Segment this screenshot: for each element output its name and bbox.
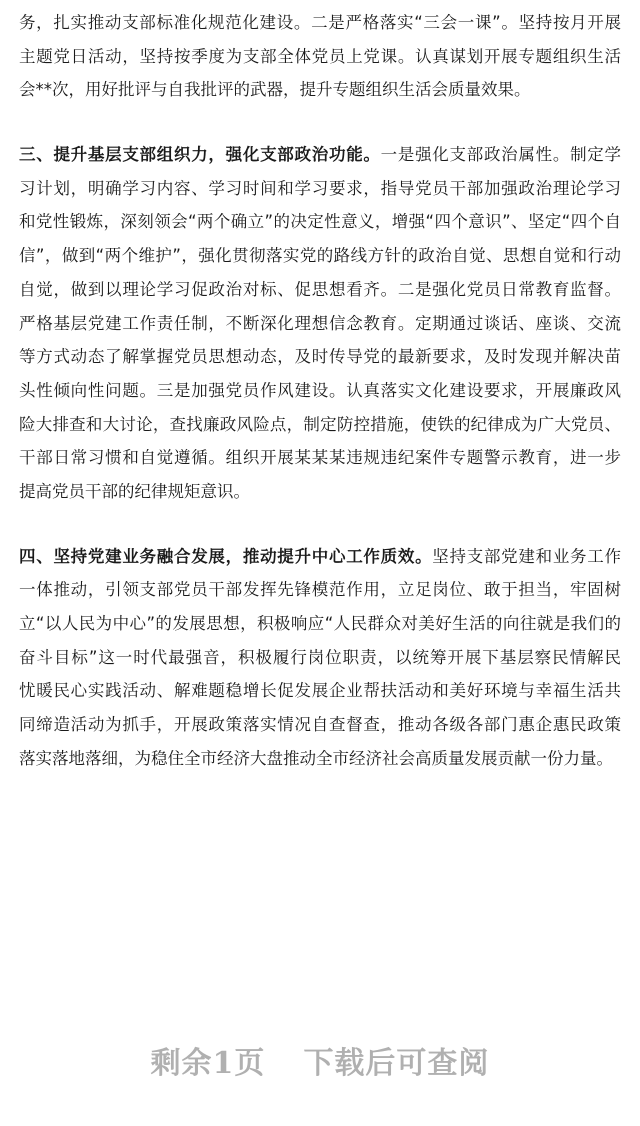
text-line: 落实落地落细，为稳住全市经济大盘推动全市经济社会高质量发展贡献一份力量。 — [19, 748, 613, 768]
text-line: 会**次，用好批评与自我批评的武器，提升专题组织生活会质量效果。 — [19, 80, 531, 100]
text-run: 坚持支部党建和业务工作 — [432, 546, 621, 566]
document-body — [19, 0, 621, 775]
section-4 — [19, 540, 621, 776]
text-line: 和党性锻炼，深刻领会“两个确立”的决定性意义，增强“四个意识”、坚定“四个自 — [19, 212, 621, 232]
section-4-heading: 四、坚持党建业务融合发展，推动提升中心工作质效。 — [19, 546, 433, 566]
download-prompt[interactable] — [0, 1038, 640, 1082]
text-line: 头性倾向性问题。三是加强党员作风建设。认真落实文化建设要求，开展廉政风 — [19, 380, 621, 400]
download-hint-label: 下载后可查阅 — [303, 1046, 490, 1081]
text-line: 奋斗目标”这一时代最强音，积极履行岗位职责，以统筹开展下基层察民情解民 — [19, 647, 621, 667]
text-line: 险大排查和大讨论，查找廉政风险点，制定防控措施，使铁的纪律成为广大党员、 — [19, 414, 621, 434]
text-line: 干部日常习惯和自觉遵循。组织开展某某某违规违纪案件专题警示教育，进一步 — [19, 448, 621, 468]
text-line: 提高党员干部的纪律规矩意识。 — [19, 481, 250, 501]
text-line: 一体推动，引领支部党员干部发挥先锋模范作用，立足岗位、敢于担当，牢固树 — [19, 580, 621, 600]
text-line: 同缔造活动为抓手，开展政策落实情况自查督查，推动各级各部门惠企惠民政策 — [19, 715, 621, 735]
remaining-pages-label: 剩余1页 — [150, 1046, 266, 1081]
text-line: 等方式动态了解掌握党员思想动态，及时传导党的最新要求，及时发现并解决苗 — [19, 347, 621, 367]
text-line: 主题党日活动，坚持按季度为支部全体党员上党课。认真谋划开展专题组织生活 — [19, 46, 621, 66]
text-line: 习计划，明确学习内容、学习时间和学习要求，指导党员干部加强政治理论学习 — [19, 178, 621, 198]
section-4-first-line — [19, 540, 621, 574]
text-line: 忧暖民心实践活动、解难题稳增长促发展企业帮扶活动和美好环境与幸福生活共 — [19, 681, 621, 701]
text-line: 务，扎实推动支部标准化规范化建设。二是严格落实“三会一课”。坚持按月开展 — [19, 13, 621, 32]
text-line: 自觉，做到以理论学习促政治对标、促思想看齐。二是强化党员日常教育监督。 — [19, 279, 621, 299]
section-3 — [19, 138, 621, 509]
text-line: 立“以人民为中心”的发展思想，积极响应“人民群众对美好生活的向往就是我们的 — [19, 614, 621, 633]
section-3-first-line — [19, 138, 621, 172]
text-run: 一是强化支部政治属性。制定学 — [380, 145, 621, 165]
text-line: 信”，做到“两个维护”，强化贯彻落实党的路线方针的政治自觉、思想自觉和行动 — [19, 246, 621, 266]
text-line: 严格基层党建工作责任制，不断深化理想信念教育。定期通过谈话、座谈、交流 — [19, 313, 621, 333]
paragraph-top — [19, 6, 621, 107]
section-3-heading: 三、提升基层支部组织力，强化支部政治功能。 — [19, 145, 381, 165]
